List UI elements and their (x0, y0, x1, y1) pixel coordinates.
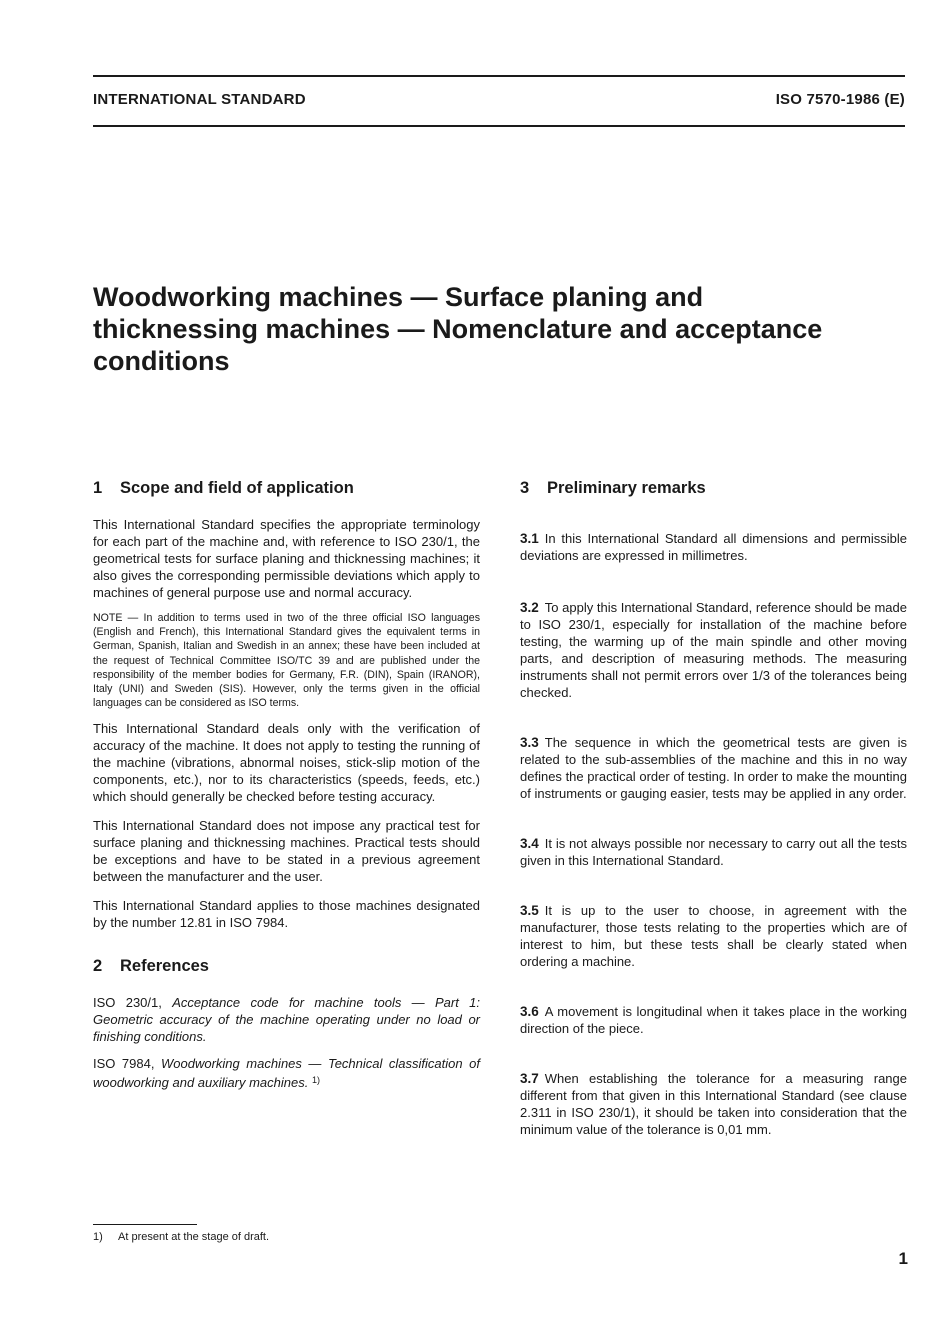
header-bottom-rule (93, 125, 905, 127)
title-line-3: conditions (93, 346, 230, 376)
section-3-number: 3 (520, 479, 530, 497)
section-1-title: Scope and field of application (120, 479, 354, 497)
standard-number: ISO 7570-1986 (E) (775, 91, 905, 108)
remark-3-4 (520, 835, 907, 869)
scope-paragraph-2: This International Standard deals only with the verification of accuracy of the machine. It does not apply to testing the running of the machine (vibrations, abnormal noises, stick-slip motion of the components, etc.), nor to its characteristics (speeds, feeds, etc.) which should generally be checked before testing accuracy. (93, 721, 480, 805)
footnote-reference-mark: 1) (311, 1075, 320, 1086)
remark-number: 3.1 (520, 531, 539, 546)
section-2-number: 2 (93, 957, 103, 976)
scope-paragraph-1: This International Standard specifies the appropriate terminology for each part of the machine and, with reference to ISO 230/1, the geometrical tests for surface planing and thicknessing machines; it also gives the corresponding permissible deviations which apply to machines of general purpose use and normal accuracy. (93, 517, 480, 600)
remark-text: In this International Standard all dimensions and permissible deviations are expressed in millimetres. (520, 531, 907, 563)
remark-text: The sequence in which the geometrical tests are given is related to the sub-assemblies of the machine and this in no way defines the practical order of testing. In order to make the mounting of instruments or gauging easier, tests may be applied in any order. (520, 735, 907, 801)
remark-text: To apply this International Standard, reference should be made to ISO 230/1, especially for installation of the machine before testing, the warming up of the main spindle and other moving parts, and description of measuring methods. The measuring instruments shall not permit errors over 1/3 of the tolerances being checked. (520, 600, 907, 700)
document-title (93, 281, 905, 377)
footnote-mark: 1) (93, 1231, 103, 1243)
preliminary-remarks-list (520, 530, 907, 1138)
remark-number: 3.6 (520, 1004, 539, 1019)
reference-iso-7984 (93, 1055, 480, 1091)
reference-1-title: Acceptance code for machine tools — Part 1: Geometric accuracy of the machine operating under no load or finishing conditions. (93, 995, 480, 1045)
left-column (93, 478, 480, 1091)
section-3-heading (520, 478, 907, 498)
remark-number: 3.3 (520, 735, 539, 750)
footnote (93, 1231, 269, 1243)
title-line-1: Woodworking machines — Surface planing and (93, 282, 704, 312)
scope-paragraph-4: This International Standard applies to those machines designated by the number 12.81 in ISO 7984. (93, 898, 480, 931)
remark-number: 3.4 (520, 836, 539, 851)
reference-2-title: Woodworking machines — Technical classification of woodworking and auxiliary machines. (93, 1056, 480, 1091)
remark-number: 3.5 (520, 903, 539, 918)
remark-number: 3.2 (520, 600, 539, 615)
remark-3-6 (520, 1003, 907, 1037)
reference-iso-230-1 (93, 994, 480, 1045)
remark-text: It is not always possible nor necessary to carry out all the tests given in this International Standard. (520, 836, 907, 868)
reference-1-code: ISO 230/1, (93, 995, 162, 1011)
remark-3-5 (520, 902, 907, 970)
scope-paragraph-3: This International Standard does not impose any practical test for surface planing and thicknessing machines. Practical tests should be exceptions and have to be stated in a previous agreement between the manufacturer and the user. (93, 818, 480, 885)
remark-3-2 (520, 599, 907, 701)
remark-text: When establishing the tolerance for a measuring range different from that given in this International Standard (see clause 2.311 in ISO 230/1), it should be taken into consideration that the minimum value of the tolerance is 0,01 mm. (520, 1071, 907, 1137)
remark-3-1 (520, 530, 907, 564)
document-type-label: INTERNATIONAL STANDARD (93, 91, 306, 108)
header-top-rule (93, 75, 905, 77)
right-column (520, 478, 907, 1138)
section-1-number: 1 (93, 479, 103, 497)
section-2-heading (93, 956, 480, 976)
remark-text: A movement is longitudinal when it takes place in the working direction of the piece. (520, 1004, 907, 1036)
remark-number: 3.7 (520, 1071, 539, 1086)
title-line-2: thicknessing machines — Nomenclature and acceptance (93, 314, 823, 344)
section-2-title: References (120, 957, 209, 976)
footnote-rule (93, 1224, 197, 1225)
footnote-text: At present at the stage of draft. (118, 1231, 270, 1243)
section-3-title: Preliminary remarks (547, 479, 706, 497)
reference-2-code: ISO 7984, (93, 1056, 155, 1072)
remark-3-7 (520, 1070, 907, 1138)
remark-3-3 (520, 734, 907, 802)
section-1-heading (93, 478, 480, 498)
page-number: 1 (898, 1249, 908, 1268)
scope-note: NOTE — In addition to terms used in two of the three official ISO languages (English and French), this International Standard gives the equivalent terms in German, Spanish, Italian and Swedish in an annex; these have been included at the request of Technical Committee ISO/TC 39 and are published under the responsibility of the member bodies for Germany, F.R. (DIN), Spain (IRANOR), Italy (UNI) and Sweden (SIS). However, only the terms given in the official languages can be considered as ISO terms. (93, 612, 480, 710)
remark-text: It is up to the user to choose, in agreement with the manufacturer, those tests relating to the properties which are of interest to him, but these tests shall be clearly stated when ordering a machine. (520, 903, 907, 969)
